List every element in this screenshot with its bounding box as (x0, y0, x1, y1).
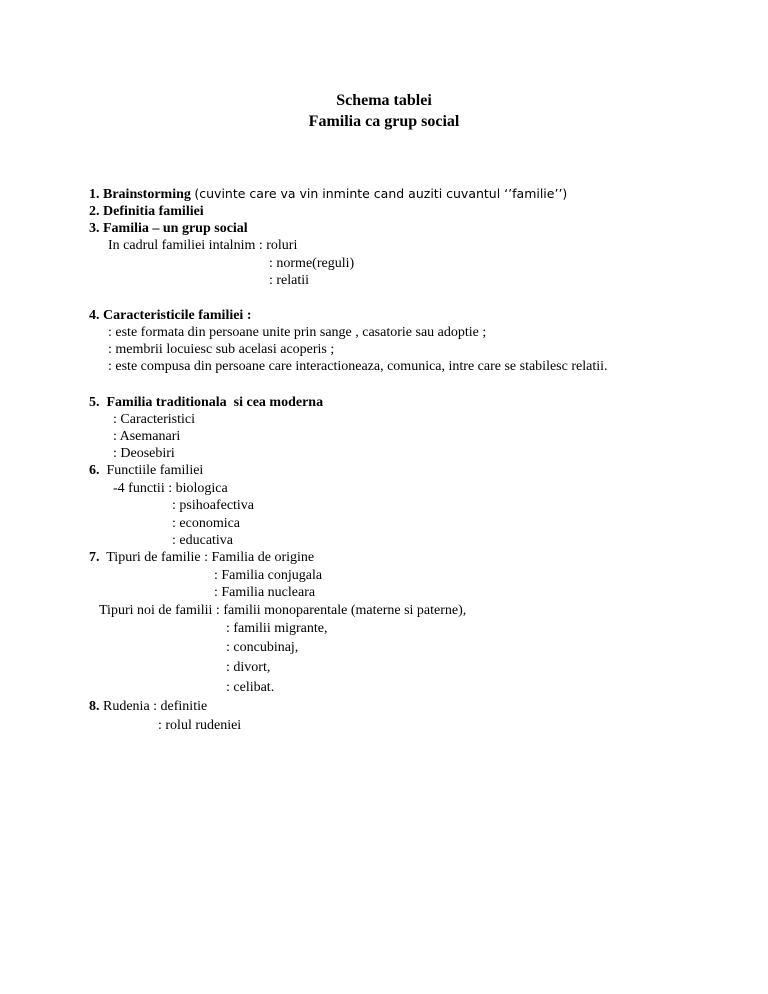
section-4-item: : este formata din persoane unite prin sange , casatorie sau adoptie ; (108, 325, 487, 340)
section-5-item: : Asemanari (113, 429, 181, 444)
section-1-number: 1. (89, 187, 100, 202)
section-2-heading: 2. Definitia familiei (89, 204, 204, 219)
section-1-heading: Brainstorming (103, 187, 191, 202)
section-7-item: : Familia conjugala (214, 568, 323, 583)
section-3-item: : relatii (269, 273, 310, 288)
section-7-item: : Familia nucleara (214, 585, 316, 600)
section-5-number: 5. (89, 395, 100, 410)
section-7-new-item: : divort, (226, 660, 271, 675)
document-title: Schema tablei (336, 92, 432, 109)
section-7-heading-line (89, 549, 314, 566)
section-6-intro: -4 functii : biologica (113, 481, 228, 496)
section-1-note: (cuvinte care va vin inminte cand auziti cuvantul ‘’familie’’) (194, 186, 568, 201)
section-4-heading: 4. Caracteristicile familiei : (89, 308, 252, 323)
section-7-heading: Tipuri de familie : Familia de origine (106, 550, 315, 565)
section-6-heading-line (89, 462, 203, 479)
section-8-number: 8. (89, 699, 100, 714)
section-3-item: : norme(reguli) (269, 256, 355, 271)
section-7-new-item: : celibat. (226, 680, 275, 695)
section-7-number: 7. (89, 550, 100, 565)
section-7-new-item: : familii migrante, (226, 621, 328, 636)
section-3-intro: In cadrul familiei intalnim : roluri (108, 238, 298, 253)
section-8-heading-line (89, 698, 207, 715)
section-6-item: : educativa (172, 533, 234, 548)
section-6-heading: Functiile familiei (106, 463, 204, 478)
section-4-item: : este compusa din persoane care interactioneaza, comunica, intre care se stabilesc relatii. (108, 359, 608, 374)
section-5-heading-line (89, 394, 323, 411)
section-5-item: : Caracteristici (113, 412, 196, 427)
section-8-heading: Rudenia : definitie (103, 699, 208, 714)
document-subtitle: Familia ca grup social (308, 113, 460, 130)
section-7-new-item: : concubinaj, (226, 640, 299, 655)
section-1 (89, 185, 567, 203)
section-6-number: 6. (89, 463, 100, 478)
section-5-heading: Familia traditionala si cea moderna (106, 395, 324, 410)
section-6-item: : economica (172, 516, 241, 531)
section-8-item: : rolul rudeniei (158, 718, 242, 733)
section-4-item: : membrii locuiesc sub acelasi acoperis ; (108, 342, 335, 357)
section-7-new-intro: Tipuri noi de familii : familii monoparentale (materne si paterne), (99, 603, 467, 618)
section-3-heading: 3. Familia – un grup social (89, 221, 248, 236)
section-6-item: : psihoafectiva (172, 498, 255, 513)
section-5-item: : Deosebiri (113, 446, 175, 461)
